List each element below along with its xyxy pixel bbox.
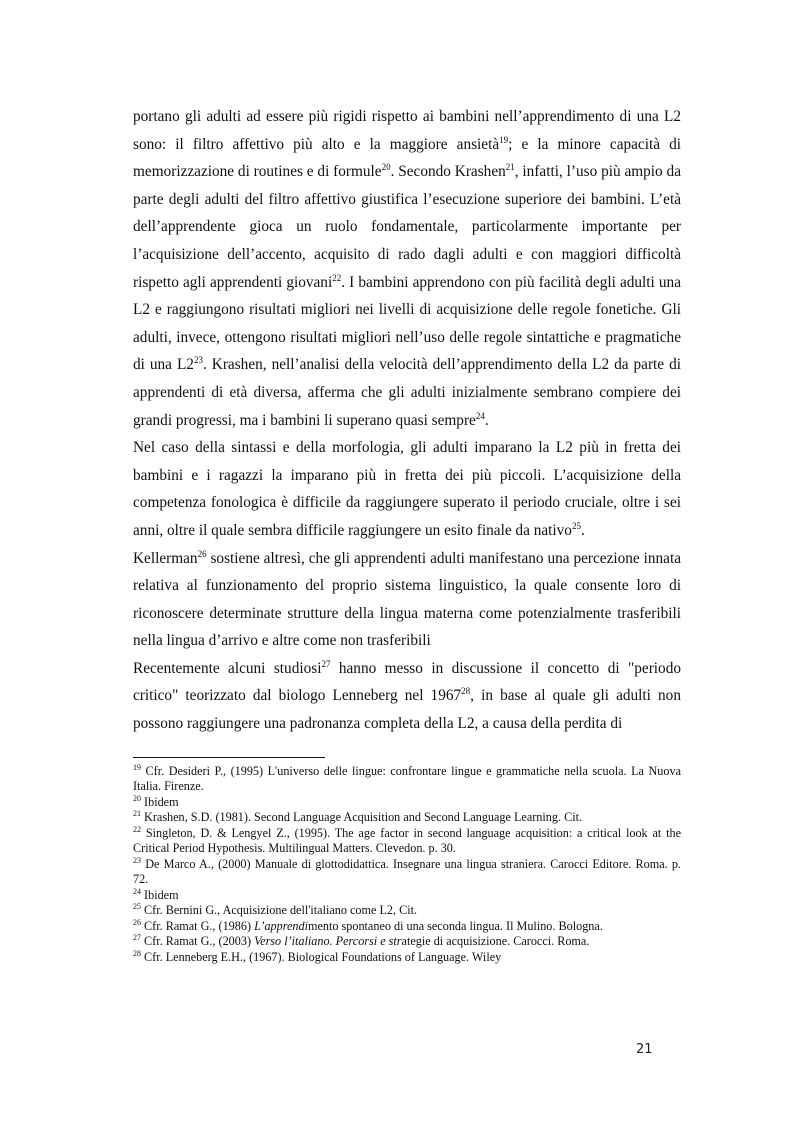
text-run: . (580, 521, 585, 539)
italic-text: Verso l’italiano. Percorsi e str (254, 934, 402, 949)
footnote-ref: 27 (133, 933, 141, 943)
page-number: 21 (636, 1042, 653, 1057)
footnote (133, 888, 681, 904)
footnote-ref: 19 (133, 762, 141, 772)
document-page (133, 103, 681, 965)
footnote-ref: 22 (332, 272, 342, 283)
footnote (133, 919, 681, 935)
italic-text: L’apprendi (254, 918, 309, 933)
paragraph (133, 655, 681, 738)
text-run: mento spontaneo di una seconda lingua. Il Mulino. Bologna. (308, 918, 603, 933)
footnote (133, 795, 681, 811)
text-run: , in base al quale gli adulti non possono raggiungere una padronanza completa della L2, a causa della perdita di (133, 687, 681, 733)
text-run: , infatti, l’uso più ampio da parte degli adulti del filtro affettivo giustifica l’esecuzione superiore dei bambini. L’età dell’apprendente gioca un ruolo fondamentale, particolarmente importante per l’acquisizione dell’accento, acquisito di rado dagli adulti e con maggiori difficoltà rispetto agli apprendenti giovani (133, 163, 681, 291)
text-run: De Marco A., (2000) Manuale di glottodidattica. Insegnare una lingua straniera. Carocci Editore. Roma. p. 72. (133, 856, 681, 887)
body-text (133, 103, 681, 738)
footnote-ref: 19 (499, 134, 509, 145)
footnote (133, 903, 681, 919)
text-run: . Krashen, nell’analisi della velocità dell’apprendimento della L2 da parte di apprendenti di età diversa, afferma che gli adulti inizialmente sembrano compiere dei grandi progressi, ma i bambini li superano quasi sempre (133, 356, 681, 429)
text-run: Cfr. Desideri P., (1995) L'universo delle lingue: confrontare lingue e grammatiche nella scuola. La Nuova Italia. Firenze. (133, 763, 681, 794)
text-run: Nel caso della sintassi e della morfologia, gli adulti imparano la L2 più in fretta dei bambini e i ragazzi la imparano più in fretta dei più piccoli. L’acquisizione della competenza fonologica è difficile da raggiungere superato il periodo cruciale, oltre i sei anni, oltre il quale sembra difficile raggiungere un esito finale da nativo (133, 439, 681, 539)
text-run: . I bambini apprendono con più facilità degli adulti una L2 e raggiungono risultati migliori nei livelli di acquisizione delle regole fonetiche. Gli adulti, invece, ottengono risultati migliori nell’uso delle regole sintattiche e pragmatiche di una L2 (133, 273, 681, 374)
footnote (133, 810, 681, 826)
footnote (133, 764, 681, 795)
text-run: ; e la minore capacità di memorizzazione di routines e di formule (133, 135, 681, 181)
footnote-ref: 21 (505, 162, 515, 173)
footnotes (133, 764, 681, 966)
text-run: . Secondo Krashen (390, 163, 506, 181)
text-run: Cfr. Ramat G., (1986) (141, 918, 255, 933)
text-run: Cfr. Bernini G., Acquisizione dell'italiano come L2, Cit. (141, 903, 418, 918)
footnote-ref: 26 (133, 917, 141, 927)
footnote-ref: 20 (381, 162, 391, 173)
footnote-ref: 28 (133, 948, 141, 958)
text-run: Cfr. Ramat G., (2003) (141, 934, 255, 949)
footnote-ref: 21 (133, 809, 141, 819)
footnote-ref: 25 (133, 902, 141, 912)
text-run: Krashen, S.D. (1981). Second Language Acquisition and Second Language Learning. Cit. (141, 810, 583, 825)
text-run: hanno messo in discussione il concetto di "periodo critico" teorizzato dal biologo Lenneberg nel 1967 (133, 659, 681, 705)
footnote-ref: 20 (133, 793, 141, 803)
footnote-ref: 23 (133, 855, 141, 865)
text-run: sostiene altresì, che gli apprendenti adulti manifestano una percezione innata relativa al funzionamento del proprio sistema linguistico, la quale consente loro di riconoscere determinate strutture della lingua materna come potenzialmente trasferibili nella lingua d’arrivo e altre come non trasferibili (133, 549, 681, 650)
text-run: Ibidem (141, 887, 179, 902)
footnote-ref: 23 (193, 355, 203, 366)
footnote-ref: 24 (133, 886, 141, 896)
paragraph (133, 434, 681, 544)
text-run: Ibidem (141, 794, 179, 809)
footnote (133, 857, 681, 888)
footnote-ref: 25 (571, 520, 581, 531)
footnote-ref: 24 (475, 410, 485, 421)
footnote-ref: 27 (321, 658, 331, 669)
footnote (133, 950, 681, 966)
text-run: Cfr. Lenneberg E.H., (1967). Biological Foundations of Language. Wiley (141, 949, 502, 964)
paragraph (133, 103, 681, 434)
paragraph (133, 545, 681, 655)
text-run: . (484, 411, 489, 429)
text-run: Kellerman (133, 549, 198, 567)
text-run: Singleton, D. & Lengyel Z., (1995). The age factor in second language acquisition: a critical look at the Critical Period Hypothesis. Multilingual Matters. Clevedon. p. 30. (133, 825, 681, 856)
footnote-ref: 28 (461, 686, 471, 697)
footnote-ref: 26 (197, 548, 207, 559)
footnote-separator (133, 757, 325, 758)
footnote (133, 934, 681, 950)
footnote-ref: 22 (133, 824, 141, 834)
text-run: Recentemente alcuni studiosi (133, 659, 322, 677)
footnote (133, 826, 681, 857)
text-run: portano gli adulti ad essere più rigidi rispetto ai bambini nell’apprendimento di una L2 sono: il filtro affettivo più alto e la maggiore ansietà (133, 108, 681, 153)
text-run: ategie di acquisizione. Carocci. Roma. (401, 934, 590, 949)
